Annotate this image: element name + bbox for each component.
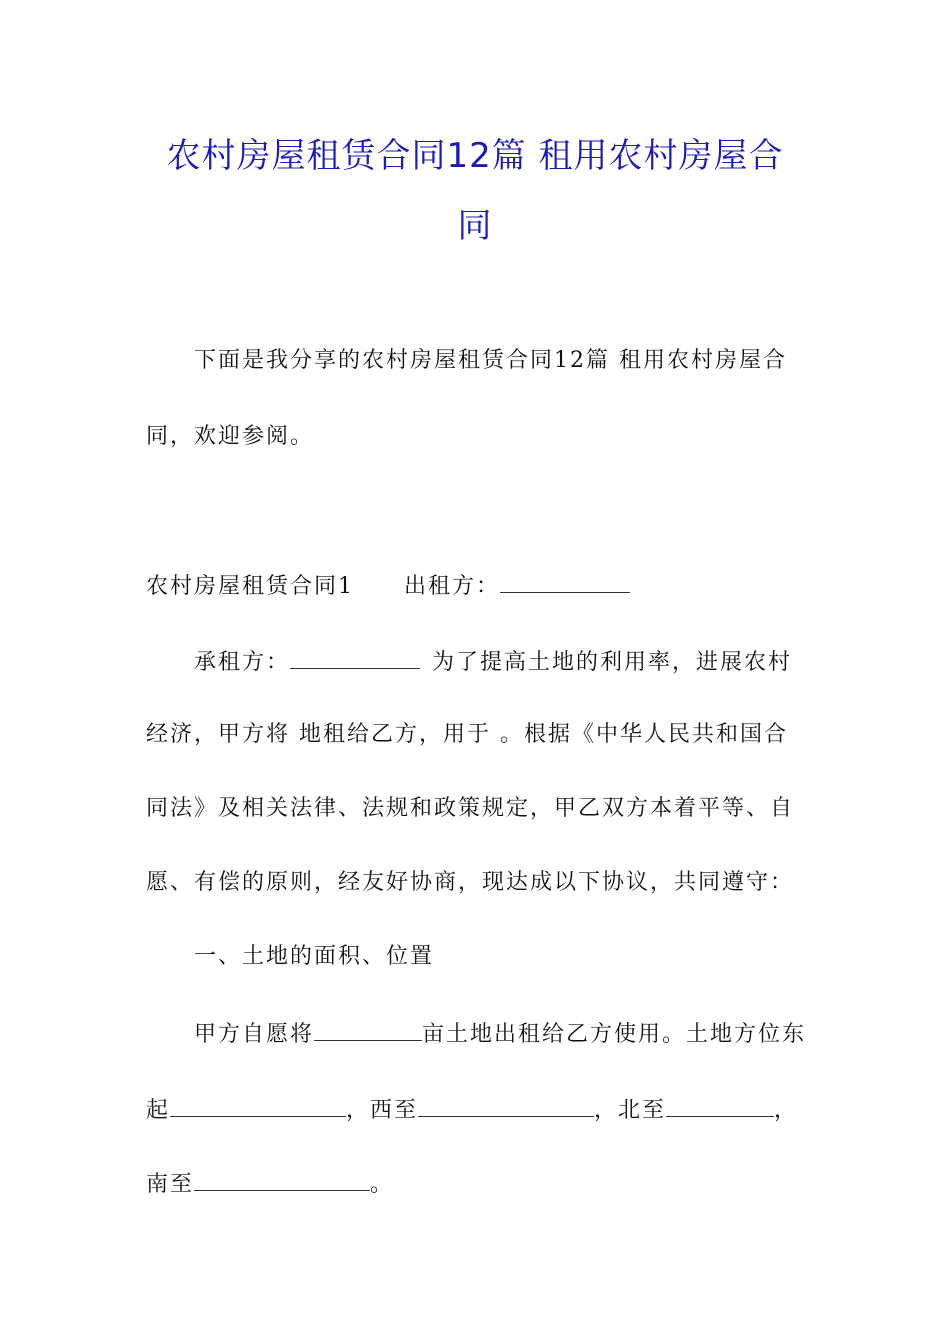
clause1-e: ，北至 [594,1098,667,1123]
west-blank [418,1094,594,1117]
section-heading: 农村房屋租赁合同1 [146,574,354,599]
document-title-line1: 农村房屋租赁合同12篇 租用农村房屋合 [166,136,784,176]
clause1-g: 南至 [146,1172,195,1197]
para1-tail: 为了提高土地的利用率，进展农村 [432,650,793,675]
north-blank [666,1094,774,1117]
clause1-b: 亩土地出租给乙方使用。土地方位东 [422,1022,807,1047]
document-title-line2: 同 [457,206,493,246]
east-blank [170,1094,346,1117]
clause1-f: ， [774,1098,799,1123]
section-heading-row [146,570,630,602]
intro-line2: 同，欢迎参阅。 [146,424,315,449]
clause1-c: 起 [146,1098,171,1123]
clause1-row2 [146,1094,798,1126]
clause1-a: 甲方自愿将 [194,1022,315,1047]
lessor-label: 出租方： [404,574,501,599]
clause1-row3 [146,1168,394,1200]
lessee-label: 承租方： [194,650,291,675]
lessor-blank [500,570,630,593]
lessee-blank [290,646,420,669]
lessee-row [194,646,792,678]
clause1-d: ，西至 [346,1098,419,1123]
para1-line3: 同法》及相关法律、法规和政策规定，甲乙双方本着平等、自 [146,796,795,821]
south-blank [194,1168,370,1191]
intro-line1: 下面是我分享的农村房屋租赁合同12篇 租用农村房屋合 [194,348,787,373]
para1-line2: 经济，甲方将 地租给乙方，用于 。根据《中华人民共和国合 [146,722,788,747]
area-blank [314,1018,422,1041]
clause1-h: 。 [370,1172,395,1197]
para1-line4: 愿、有偿的原则，经友好协商，现达成以下协议，共同遵守： [146,870,795,895]
clause1-row1 [194,1018,806,1050]
clause1-title: 一、土地的面积、位置 [194,944,435,969]
